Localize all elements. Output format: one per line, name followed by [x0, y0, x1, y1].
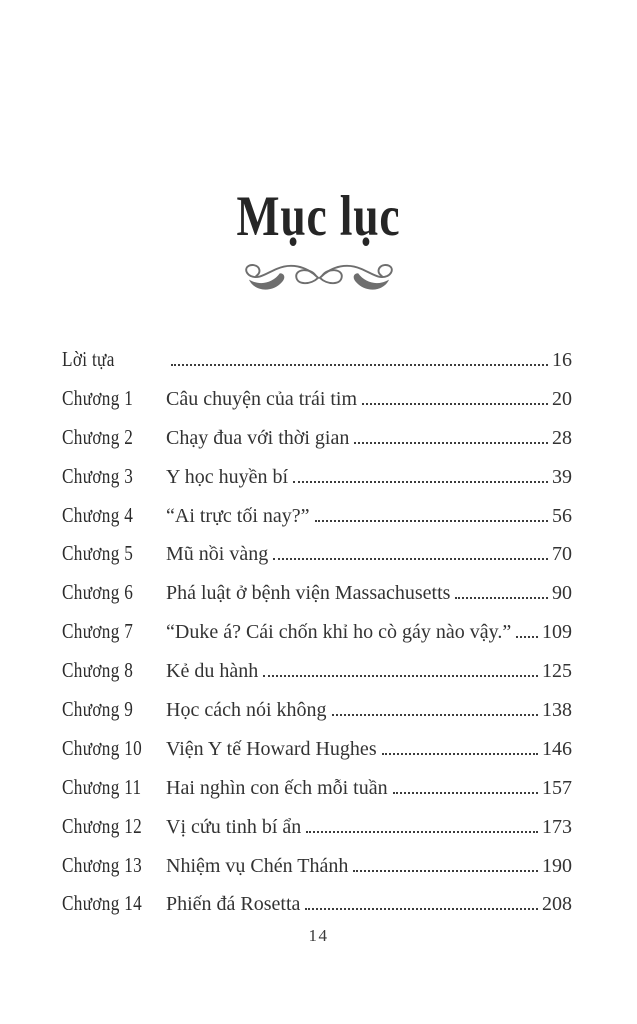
toc-entry-title: Viện Y tế Howard Hughes	[166, 737, 377, 760]
toc-entry-label: Chương 8	[62, 658, 134, 683]
toc-entry-label: Lời tựa	[62, 347, 115, 371]
toc-row	[62, 496, 572, 535]
toc-entry-page: 70	[552, 543, 572, 566]
toc-entry-label: Chương 14	[62, 891, 143, 916]
toc-entry-label: Chương 12	[62, 813, 143, 838]
toc-entry-label: Chương 11	[62, 774, 142, 799]
toc-entry-title: Phiến đá Rosetta	[166, 893, 301, 916]
toc-row	[62, 884, 572, 923]
toc-entry-page: 39	[552, 465, 572, 488]
toc-leader-dots	[362, 401, 548, 405]
toc-entry-page: 20	[552, 387, 572, 410]
toc-entry-page: 90	[552, 582, 572, 605]
toc-entry-label: Chương 2	[62, 424, 134, 449]
toc-entry-title: Mũ nồi vàng	[166, 543, 269, 566]
toc-entry-label: Chương 7	[62, 619, 134, 644]
toc-row	[62, 729, 572, 768]
toc-entry-title: Y học huyền bí	[166, 465, 289, 488]
toc-entry-title: Câu chuyện của trái tim	[166, 387, 358, 410]
toc-leader-dots	[273, 556, 548, 560]
toc-entry-page: 190	[542, 854, 572, 877]
toc-leader-dots	[354, 440, 548, 444]
toc-row	[62, 612, 572, 651]
toc-entry-title: Vị cứu tinh bí ẩn	[166, 815, 302, 838]
folio-page-number: 14	[308, 926, 329, 945]
toc-row	[62, 573, 572, 612]
toc-entry-title: Hai nghìn con ếch mỗi tuần	[166, 776, 388, 799]
toc-entry-page: 157	[542, 776, 572, 799]
toc-entry-page: 109	[542, 621, 572, 644]
toc-leader-dots	[293, 479, 548, 483]
toc-entry-label: Chương 10	[62, 735, 143, 760]
toc-row	[62, 534, 572, 573]
toc-row	[62, 807, 572, 846]
toc-entry-label: Chương 9	[62, 697, 134, 722]
toc-entry-page: 56	[552, 504, 572, 527]
toc-leader-dots	[171, 362, 548, 366]
toc-leader-dots	[315, 518, 548, 522]
toc-entry-title: “Ai trực tối nay?”	[166, 504, 310, 527]
toc-row	[62, 768, 572, 807]
toc-row	[62, 340, 572, 379]
toc-leader-dots	[353, 868, 538, 872]
title-block	[0, 0, 637, 248]
toc-entry-page: 138	[542, 699, 572, 722]
toc-row	[62, 651, 572, 690]
toc-leader-dots	[393, 790, 538, 794]
toc-entry-title: Phá luật ở bệnh viện Massachusetts	[166, 582, 451, 605]
toc-leader-dots	[455, 595, 548, 599]
toc-row	[62, 690, 572, 729]
toc-entry-title: Chạy đua với thời gian	[166, 426, 350, 449]
toc-entry-page: 16	[552, 349, 572, 371]
toc-leader-dots	[332, 712, 538, 716]
toc-entry-page: 146	[542, 737, 572, 760]
toc-row	[62, 457, 572, 496]
ornament-block	[0, 255, 637, 302]
toc-entry-title: Kẻ du hành	[166, 660, 259, 683]
toc-entry-title: “Duke á? Cái chốn khỉ ho cò gáy nào vậy.”	[166, 621, 512, 644]
toc-entry-label: Chương 4	[62, 502, 134, 527]
toc-row	[62, 846, 572, 885]
toc-leader-dots	[305, 906, 538, 910]
toc-list	[62, 340, 572, 923]
toc-leader-dots	[516, 634, 538, 638]
toc-entry-label: Chương 3	[62, 463, 134, 488]
toc-entry-title: Học cách nói không	[166, 699, 327, 722]
toc-entry-label: Chương 1	[62, 385, 134, 410]
toc-leader-dots	[306, 829, 538, 833]
toc-leader-dots	[263, 673, 538, 677]
toc-entry-page: 208	[542, 893, 572, 916]
page-title: Mục lục	[236, 185, 401, 248]
toc-entry-page: 173	[542, 815, 572, 838]
toc-entry-label: Chương 5	[62, 541, 134, 566]
toc-entry-page: 28	[552, 426, 572, 449]
toc-row	[62, 379, 572, 418]
toc-row	[62, 418, 572, 457]
toc-leader-dots	[382, 751, 538, 755]
flourish-divider-icon	[228, 255, 410, 297]
toc-entry-label: Chương 6	[62, 580, 134, 605]
toc-entry-label: Chương 13	[62, 852, 143, 877]
toc-entry-title: Nhiệm vụ Chén Thánh	[166, 854, 349, 877]
toc-entry-page: 125	[542, 660, 572, 683]
